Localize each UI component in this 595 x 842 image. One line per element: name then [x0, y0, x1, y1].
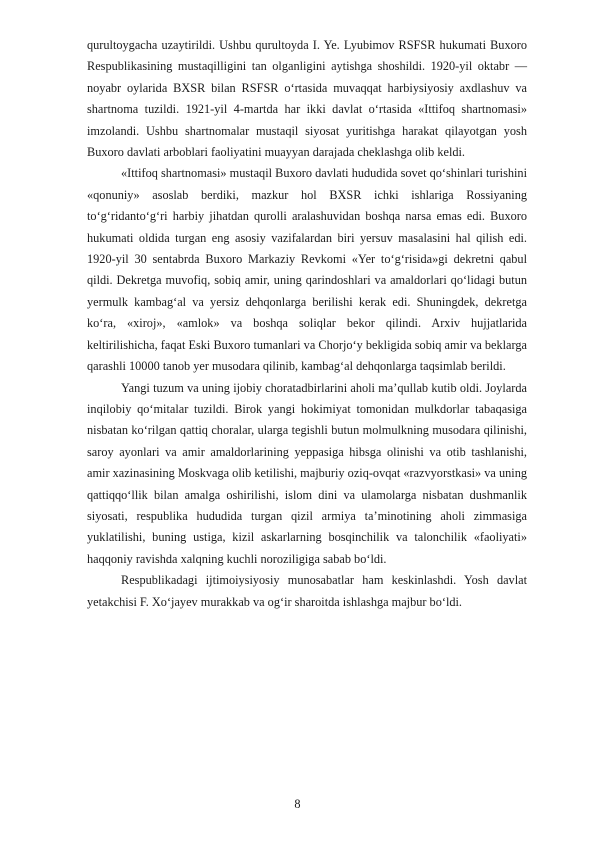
- paragraph-4: Respublikadagi ijtimoiysiyosiy munosabatlar ham keskinlashdi. Yosh davlat yetakchisi F. Xoʻjayev murakkab va ogʻir sharoitda ishlashga majbur boʻldi.: [87, 573, 527, 609]
- paragraph-1: qurultoygacha uzaytirildi. Ushbu qurultoyda I. Ye. Lyubimov RSFSR hukumati Buxoro Respublikasining mustaqilligini tan olganligini aytishga shoshildi. 1920-yil oktabr —noyabr oylarida BXSR bilan RSFSR oʻrtasida muvaqqat harbiysiyosiy axdlashuv va shartnoma tuzildi. 1921-yil 4-martda har ikki davlat oʻrtasida «Ittifoq shartnomasi» imzolandi. Ushbu shartnomalar mustaqil siyosat yuritishga harakat qilayotgan yosh Buxoro davlati arboblari faoliyatini muayyan darajada cheklashga olib keldi.: [87, 38, 527, 160]
- document-body: [87, 35, 527, 613]
- paragraph-3: Yangi tuzum va uning ijobiy choratadbirlarini aholi maʼqullab kutib oldi. Joylarda inqilobiy qoʻmitalar tuzildi. Birok yangi hokimiyat tomonidan mulkdorlar tabaqasiga nisbatan koʻrilgan qattiq choralar, ularga tegishli butun molmulkning musodara qilinishi, saroy ayonlari va amir amaldorlarining yeppasiga hibsga olinishi va otib tashlanishi, amir xazinasining Moskvaga olib ketilishi, majburiy oziq-ovqat «razvyorstkasi» va uning qattiqqoʻllik bilan amalga oshirilishi, islom dini va ulamolarga nisbatan dushmanlik siyosati, respublika hududida turgan qizil armiya taʼminotining aholi zimmasiga yuklatilishi, buning ustiga, kizil askarlarning bosqinchilik va talonchilik «faoliyati» haqqoniy ravishda xalqning kuchli noroziligiga sabab boʻldi.: [87, 380, 527, 566]
- paragraph-2: «Ittifoq shartnomasi» mustaqil Buxoro davlati hududida sovet qoʻshinlari turishini «qonuniy» asoslab berdiki, mazkur hol BXSR ichki ishlariga Rossiyaning toʻgʻridantoʻgʻri harbiy jihatdan qurolli aralashuvidan boshqa narsa emas edi. Buxoro hukumati oldida turgan eng asosiy vazifalardan biri yersuv masalasini hal qilish edi. 1920-yil 30 sentabrda Buxoro Markaziy Revkomi «Yer toʻgʻrisida»gi dekretni qabul qildi. Dekretga muvofiq, sobiq amir, uning qarindoshlari va amaldorlari qoʻlidagi butun yermulk kambagʻal va yersiz dehqonlarga berilishi kerak edi. Shuningdek, dekretga koʻra, «xiroj», «amlok» va boshqa soliqlar bekor qilindi. Arxiv hujjatlarida keltirilishicha, faqat Eski Buxoro tumanlari va Chorjoʻy bekligida sobiq amir va beklarga qarashli 10000 tanob yer musodara qilinib, kambagʻal dehqonlarga taqsimlab berildi.: [87, 166, 527, 374]
- page-number: 8: [294, 797, 301, 811]
